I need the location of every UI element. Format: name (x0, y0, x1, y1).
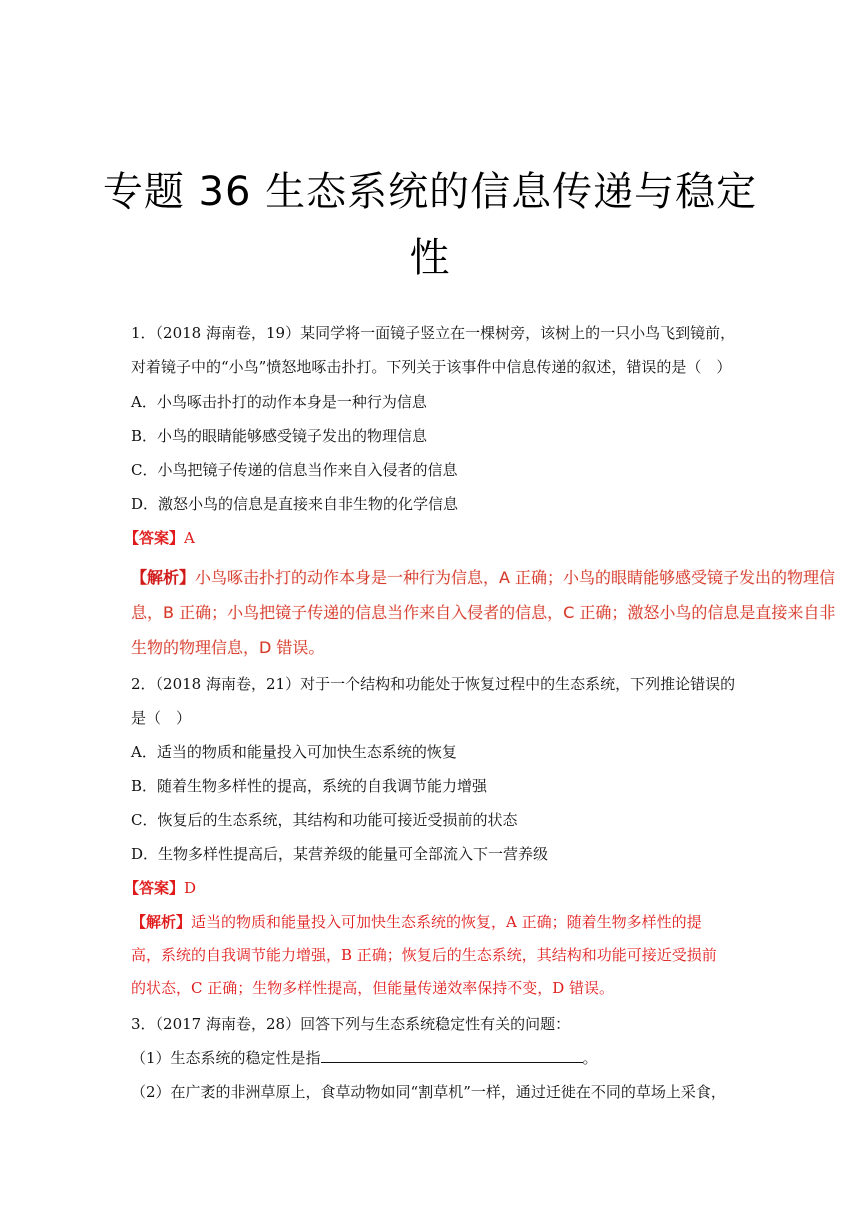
q2-answer-value: D (184, 879, 197, 897)
q3-sub1 (131, 1048, 598, 1068)
q3-sub1-blank[interactable] (321, 1048, 583, 1063)
q2-option-c: C．恢复后的生态系统，其结构和功能可接近受损前的状态 (131, 811, 518, 829)
q2-stem-line2: 是（ ） (131, 709, 192, 727)
q2-answer-label: 【答案】 (124, 879, 185, 897)
q1-answer-value: A (184, 529, 195, 547)
q1-option-d: D．激怒小鸟的信息是直接来自非生物的化学信息 (131, 495, 459, 513)
q3-sub1-suffix: 。 (582, 1049, 598, 1067)
q3-stem: 3．（2017 海南卷，28）回答下列与生态系统稳定性有关的问题： (131, 1015, 571, 1033)
q1-option-b: B．小鸟的眼睛能够感受镜子发出的物理信息 (131, 427, 428, 445)
q2-option-d: D．生物多样性提高后，某营养级的能量可全部流入下一营养级 (131, 845, 549, 863)
q2-analysis (131, 906, 731, 1005)
q2-option-b: B．随着生物多样性的提高，系统的自我调节能力增强 (131, 777, 488, 795)
q2-answer (124, 878, 196, 898)
q1-stem-line2: 对着镜子中的“小鸟”愤怒地啄击扑打。下列关于该事件中信息传递的叙述，错误的是（ ） (131, 358, 732, 376)
q1-option-a: A．小鸟啄击扑打的动作本身是一种行为信息 (131, 393, 427, 411)
q1-analysis-text: 小鸟啄击扑打的动作本身是一种行为信息，A 正确；小鸟的眼睛能够感受镜子发出的物理信息，B 正确；小鸟把镜子传递的信息当作来自入侵者的信息，C 正确；激怒小鸟的信息是直接来自非生物的物理信息，D 错误。 (131, 568, 836, 657)
q1-analysis-label: 【解析】 (131, 568, 196, 587)
q2-stem-line1: 2．（2018 海南卷，21）对于一个结构和功能处于恢复过程中的生态系统，下列推论错误的 (131, 675, 736, 693)
q2-analysis-label: 【解析】 (131, 913, 192, 931)
q2-option-a: A．适当的物质和能量投入可加快生态系统的恢复 (131, 743, 457, 761)
q1-option-c: C．小鸟把镜子传递的信息当作来自入侵者的信息 (131, 461, 458, 479)
q1-stem-line1: 1．（2018 海南卷，19）某同学将一面镜子竖立在一棵树旁，该树上的一只小鸟飞到镜前， (131, 324, 736, 342)
q3-sub1-prefix: （1）生态系统的稳定性是指 (131, 1049, 321, 1067)
page-title-line1: 专题 36 生态系统的信息传递与稳定 (102, 169, 758, 215)
q2-analysis-text: 适当的物质和能量投入可加快生态系统的恢复，A 正确；随着生物多样性的提高，系统的自我调节能力增强，B 正确；恢复后的生态系统，其结构和功能可接近受损前的状态，C 正确；生物多样性提高，但能量传递效率保持不变，D 错误。 (131, 913, 717, 997)
q3-sub2: （2）在广袤的非洲草原上，食草动物如同“割草机”一样，通过迁徙在不同的草场上采食， (131, 1083, 726, 1101)
q1-analysis (131, 560, 843, 665)
q1-answer-label: 【答案】 (124, 529, 185, 547)
q1-answer (124, 528, 195, 548)
page-title-line2: 性 (409, 235, 451, 281)
